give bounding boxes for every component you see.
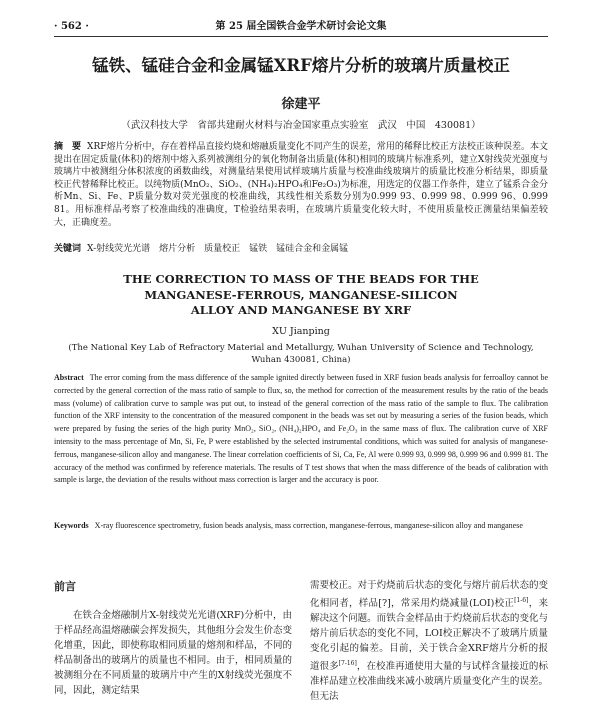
english-abstract-text: The error coming from the mass difference of the sample ignited directly between fused in XRF fusion beads analysis for ferroalloy cannot be corrected by the general correction of the mass ratio of sample to flux, so, the method for correction of the measurement results by the ratio of the beads mass (volume) of calibration curve to sample was put out, to instead of the general correction of the mass ratio of the sample to flux. The calibration function of the XRF intensity to the concentration of the measured component in the beads was set out by measuring a series of the fusion beads, which were prepared by fusing the series of the high purity MnO₂, SiO₂, (NH₄)₂HPO₄ and Fe₂O₃ in the same mass of flux. The calibration curve of XRF intensity to the mass percentage of Mn, Si, Fe, P were established by the selected instrumental conditions, which was suited for analysis of manganese-ferrous, manganese-silicon alloy and manganese. The linear correlation coefficients of Si, Ca, Fe, Al were 0.999 93, 0.999 98, 0.999 96 and 0.999 81. The accuracy of the method was confirmed by reference materials. The results of T test shows that when the mass difference of the beads of calibration with sample is large, the deviation of the results without mass correction is larger and the accuracy is poor. — [54, 373, 548, 485]
english-title-line: MANGANESE-FERROUS, MANGANESE-SILICON — [144, 287, 458, 302]
chinese-abstract — [54, 141, 548, 229]
english-affiliation-line: (The National Key Lab of Refractory Material and Metallurgy, Wuhan University of Science and Technology, — [68, 343, 534, 353]
english-abstract-label: Abstract — [54, 373, 84, 382]
journal-title: 第 25 届全国铁合金学术研讨会论文集 — [215, 21, 387, 32]
chinese-title: 锰铁、锰硅合金和金属锰XRF熔片分析的玻璃片质量校正 — [92, 56, 510, 75]
body-text-segment: 需要校正。对于灼烧前后状态的变化与熔片前后状态的变化相同者，样品[?]，常采用灼烧减量(LOI)校正 — [310, 580, 548, 610]
english-keywords-label: Keywords — [54, 521, 89, 530]
body-column-right — [310, 578, 548, 704]
english-affiliation — [54, 342, 548, 366]
english-title-line: THE CORRECTION TO MASS OF THE BEADS FOR THE — [123, 272, 479, 286]
chinese-abstract-text: XRF熔片分析中，存在着样品直接灼烧和熔融质量变化不同产生的误差，常用的稀释比校正方法校正该种误差。本文提出在固定质量(体积)的熔剂中熔入系列被测组分的氧化物制备出质量(体积)相同的玻璃片标准系列，建立X射线荧光强度与玻璃片中被测组分体积浓度的函数曲线，对测量结果使用试样玻璃片质量与校准曲线玻璃片的质量比校准分析结果，即质量校正代替稀释比校正。以纯物质(MnO₂、SiO₂、(NH₄)₂HPO₄和Fe₂O₃)为标准，用选定的仪器工作条件，建立了锰系合金分析Mn、Si、Fe、P质量分数对荧光强度的校准曲线，其线性相关系数分别为0.999 93、0.999 98、0.999 96、0.999 81。用标准样品考察了校准曲线的准确度，T检验结果表明，在玻璃片质量变化较大时，不使用质量校正测量结果偏差较大，正确度差。 — [54, 142, 548, 228]
body-text-segment: ，在校准再通使用大量的与试样含量接近的标准样品建立校准曲线来减小玻璃片质量变化产生的误差。但无法 — [310, 661, 548, 703]
chinese-author: 徐建平 — [281, 97, 321, 112]
citation-ref: [1-6] — [514, 597, 529, 604]
body-column-left — [54, 578, 292, 698]
chinese-keywords-text: X-射线荧光光谱 熔片分析 质量校正 锰铁 锰硅合金和金属锰 — [87, 244, 349, 254]
chinese-affiliation: （武汉科技大学 省部共建耐火材料与冶金国家重点实验室 武汉 中国 430081） — [121, 120, 481, 131]
chinese-abstract-label: 摘 要 — [54, 142, 82, 152]
citation-ref: [7-16] — [338, 660, 357, 668]
section-heading: 前言 — [54, 580, 76, 593]
english-author: XU Jianping — [272, 326, 330, 337]
running-header — [54, 20, 548, 37]
body-text-segment: ，来解决这个问题。而铁合金样品由于灼烧前后状态的变化与熔片前后状态的变化不同，LOI校正解决不了玻璃片质量变化引起的偏差。目前，关于铁合金XRF熔片分析的报道很多 — [310, 598, 548, 673]
english-keywords — [54, 520, 548, 533]
english-title-line: ALLOY AND MANGANESE BY XRF — [190, 303, 412, 317]
body-paragraph: 在铁合金熔融制片X-射线荧光光谱(XRF)分析中，由于样品经高温熔融碳会挥发损失，其他组分会发生价态变化增重，因此，即使称取相同质量的熔剂和样品，不同的样品制备出的玻璃片的质量也不相同。由于，相同质量的被测组分在不同质量的玻璃片中产生的X射线荧光强度不同，因此，测定结果 — [54, 610, 292, 696]
body-paragraph-continued — [310, 578, 548, 704]
page-number: · 562 · — [54, 21, 89, 32]
english-affiliation-line: Wuhan 430081, China) — [251, 355, 351, 365]
english-keywords-text: X-ray fluorescence spectrometry, fusion beads analysis, mass correction, manganese-ferrous, manganese-silicon alloy and manganese — [94, 521, 523, 530]
english-abstract — [54, 372, 548, 487]
chinese-keywords-label: 关键词 — [54, 244, 82, 254]
chinese-keywords — [54, 243, 548, 255]
english-title — [54, 272, 548, 319]
